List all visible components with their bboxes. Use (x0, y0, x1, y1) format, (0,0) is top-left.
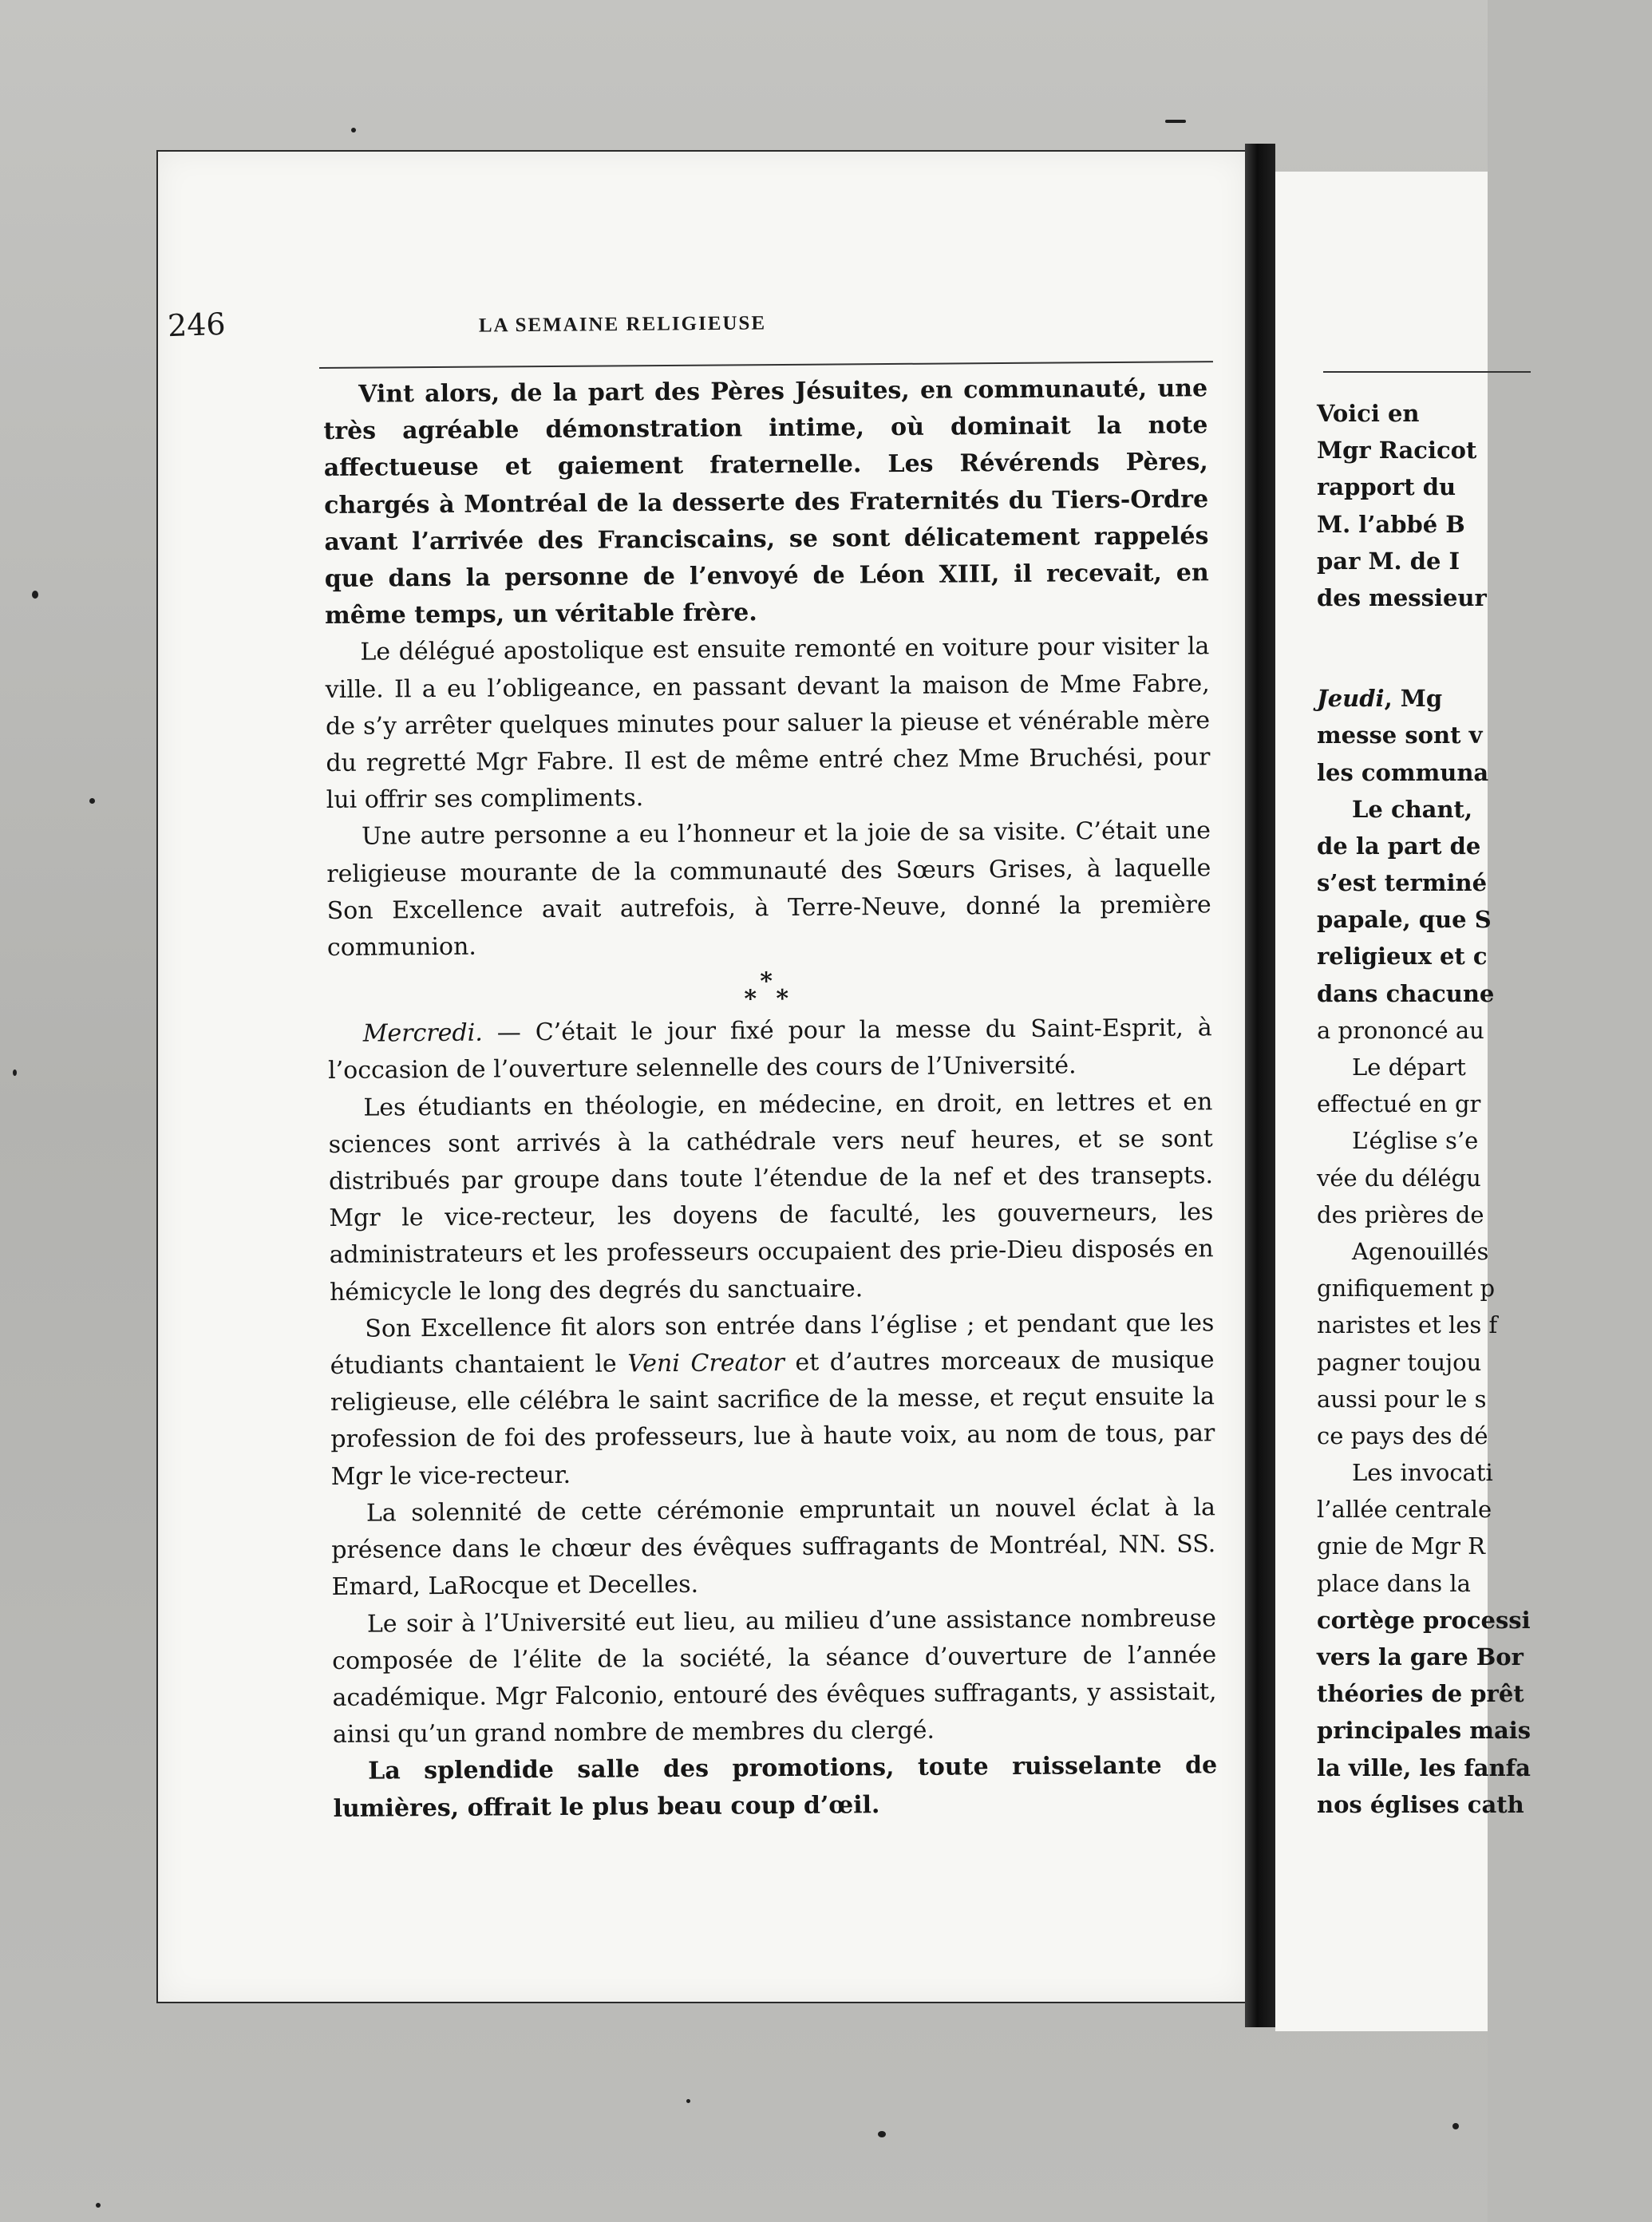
hymn-title: Veni Creator (627, 1349, 785, 1378)
text-line: Le départ (1352, 1054, 1466, 1081)
dust-speck (686, 2099, 690, 2103)
text-line: nos églises cath (1317, 1790, 1524, 1818)
text-line: pagner toujou (1317, 1348, 1482, 1376)
paragraph: La solennité de cette cérémonie empruntait un nouvel éclat à la présence dans le chœur des évêques suffragants de Montréal, NN. SS. Emard, LaRocque et Decelles. (331, 1493, 1216, 1602)
text-line: Mgr Racicot (1317, 437, 1477, 465)
paragraph-text: Son Excellence fit alors son entrée dans l’église ; et pendant que les étudiants chantaient le (330, 1309, 1215, 1381)
text-line: théories de prêt (1317, 1680, 1524, 1708)
text-line: ce pays des dé (1317, 1421, 1488, 1449)
text-line: par M. de I (1317, 547, 1460, 575)
dust-speck (1165, 120, 1186, 123)
running-title: LA SEMAINE RELIGIEUSE (478, 312, 767, 337)
text-line: M. l’abbé B (1317, 510, 1465, 538)
paragraph: Le délégué apostolique est ensuite remonté en voiture pour visiter la ville. Il a eu l’obligeance, en passant devant la maison de Mme Fabre, de s’y arrêter quelques minutes pour saluer la pieuse et vénérable mère du regretté Mgr Fabre. Il est de même entré chez Mme Bruchési, pour lui offrir ses compliments. (325, 632, 1211, 815)
asterism-star: * (776, 985, 789, 1014)
section-asterism (327, 960, 1211, 1016)
text-line: naristes et les f (1317, 1311, 1498, 1339)
paragraph: Vint alors, de la part des Pères Jésuites, en communauté, une très agréable démonstration intime, où dominait la note affectueuse et gaiement fraternelle. Les Révérends Pères, chargés à Montréal de la desserte des Fraternités du Tiers-Ordre avant l’arrivée des Franciscains, se sont délicatement rappelés que dans la personne de l’envoyé de Léon XIII, il recevait, en même temps, un véritable frère. (323, 374, 1209, 631)
dust-speck (96, 2203, 101, 2208)
text-line: rapport du (1317, 473, 1456, 501)
text-line: a prononcé au (1317, 1016, 1484, 1044)
text-line: vers la gare Bor (1317, 1643, 1524, 1670)
right-page (1275, 172, 1531, 2031)
text-line: messe sont v (1317, 722, 1483, 749)
dust-speck (13, 1069, 17, 1076)
day-heading: Mercredi. (362, 1018, 483, 1048)
page-number: 246 (167, 306, 227, 344)
text-line: s’est terminé (1317, 869, 1488, 897)
dust-speck (878, 2131, 886, 2137)
text-line: religieux et c (1317, 943, 1488, 971)
asterism-star: * (760, 967, 773, 996)
text-line: la ville, les fanfa (1317, 1753, 1531, 1781)
text-fragment: , Mg (1384, 685, 1443, 713)
paragraph-mercredi (328, 1010, 1213, 1089)
header-rule (1323, 371, 1531, 373)
text-line: l’allée centrale (1317, 1496, 1492, 1524)
text-line: Agenouillés (1352, 1237, 1489, 1265)
text-line: de la part de (1317, 832, 1481, 860)
paragraph-gap (1317, 616, 1652, 680)
text-line: papale, que S (1317, 906, 1492, 934)
text-line: des messieur (1317, 583, 1487, 611)
paragraph: Les étudiants en théologie, en médecine, en droit, en lettres et en sciences sont arrivés à la cathédrale vers neuf heures, et se sont distribués par groupe dans toute l’étendue de la nef et des transepts. Mgr le vice-recteur, les doyens de faculté, les gouverneurs, les administrateurs et les professeurs occupaient des prie-Dieu disposés en hémicycle le long des degrés du sanctuaire. (328, 1087, 1214, 1307)
text-line: cortège processi (1317, 1606, 1531, 1634)
left-page-body (323, 370, 1218, 1827)
day-heading: Jeudi (1317, 685, 1385, 713)
paragraph: La splendide salle des promotions, toute ruisselante de lumières, offrait le plus beau coup d’œil. (333, 1751, 1218, 1823)
text-line: Les invocati (1352, 1459, 1493, 1487)
text-line: principales mais (1317, 1717, 1531, 1745)
text-line: dans chacune (1317, 979, 1495, 1007)
text-line: vée du délégu (1317, 1164, 1481, 1192)
dust-speck (351, 128, 356, 132)
text-line: Voici en (1317, 400, 1420, 427)
text-line: gnifiquement p (1317, 1275, 1496, 1303)
paragraph: Le soir à l’Université eut lieu, au milieu d’une assistance nombreuse composée de l’élite de la société, la séance d’ouverture de l’année académique. Mgr Falconio, entouré des évêques suffragants, y assistait, ainsi qu’un grand nombre de membres du clergé. (332, 1603, 1217, 1750)
asterism-star: * (744, 985, 757, 1014)
text-line: place dans la (1317, 1569, 1471, 1597)
text-line (1317, 680, 1652, 717)
paragraph-text: et d’autres morceaux de musique religieuse, elle célébra le saint sacrifice de la messe, et reçut ensuite la profession de foi des professeurs, lue à haute voix, au nom de tous, par Mgr le vice-recteur. (330, 1346, 1215, 1491)
text-line: les communa (1317, 758, 1489, 786)
right-page-body (1317, 395, 1652, 1823)
dust-speck (1452, 2123, 1459, 2129)
text-line: L’église s’e (1352, 1127, 1479, 1155)
paragraph: Une autre personne a eu l’honneur et la joie de sa visite. C’était une religieuse mourante de la communauté des Sœurs Grises, à laquelle Son Excellence avait autrefois, à Terre-Neuve, donné la première communion. (326, 816, 1211, 963)
text-line: effectué en gr (1317, 1090, 1481, 1118)
text-line: gnie de Mgr R (1317, 1532, 1486, 1560)
dust-speck (89, 798, 95, 804)
dust-speck (32, 591, 38, 599)
text-line: des prières de (1317, 1200, 1484, 1228)
paragraph-text: — C’était le jour fixé pour la messe du Saint-Esprit, à l’occasion de l’ouverture selennelle des cours de l’Université. (327, 1014, 1212, 1085)
paragraph-veni-creator (330, 1305, 1215, 1496)
text-line: Le chant, (1352, 795, 1473, 823)
book-gutter (1245, 144, 1275, 2027)
text-line: aussi pour le s (1317, 1385, 1487, 1413)
